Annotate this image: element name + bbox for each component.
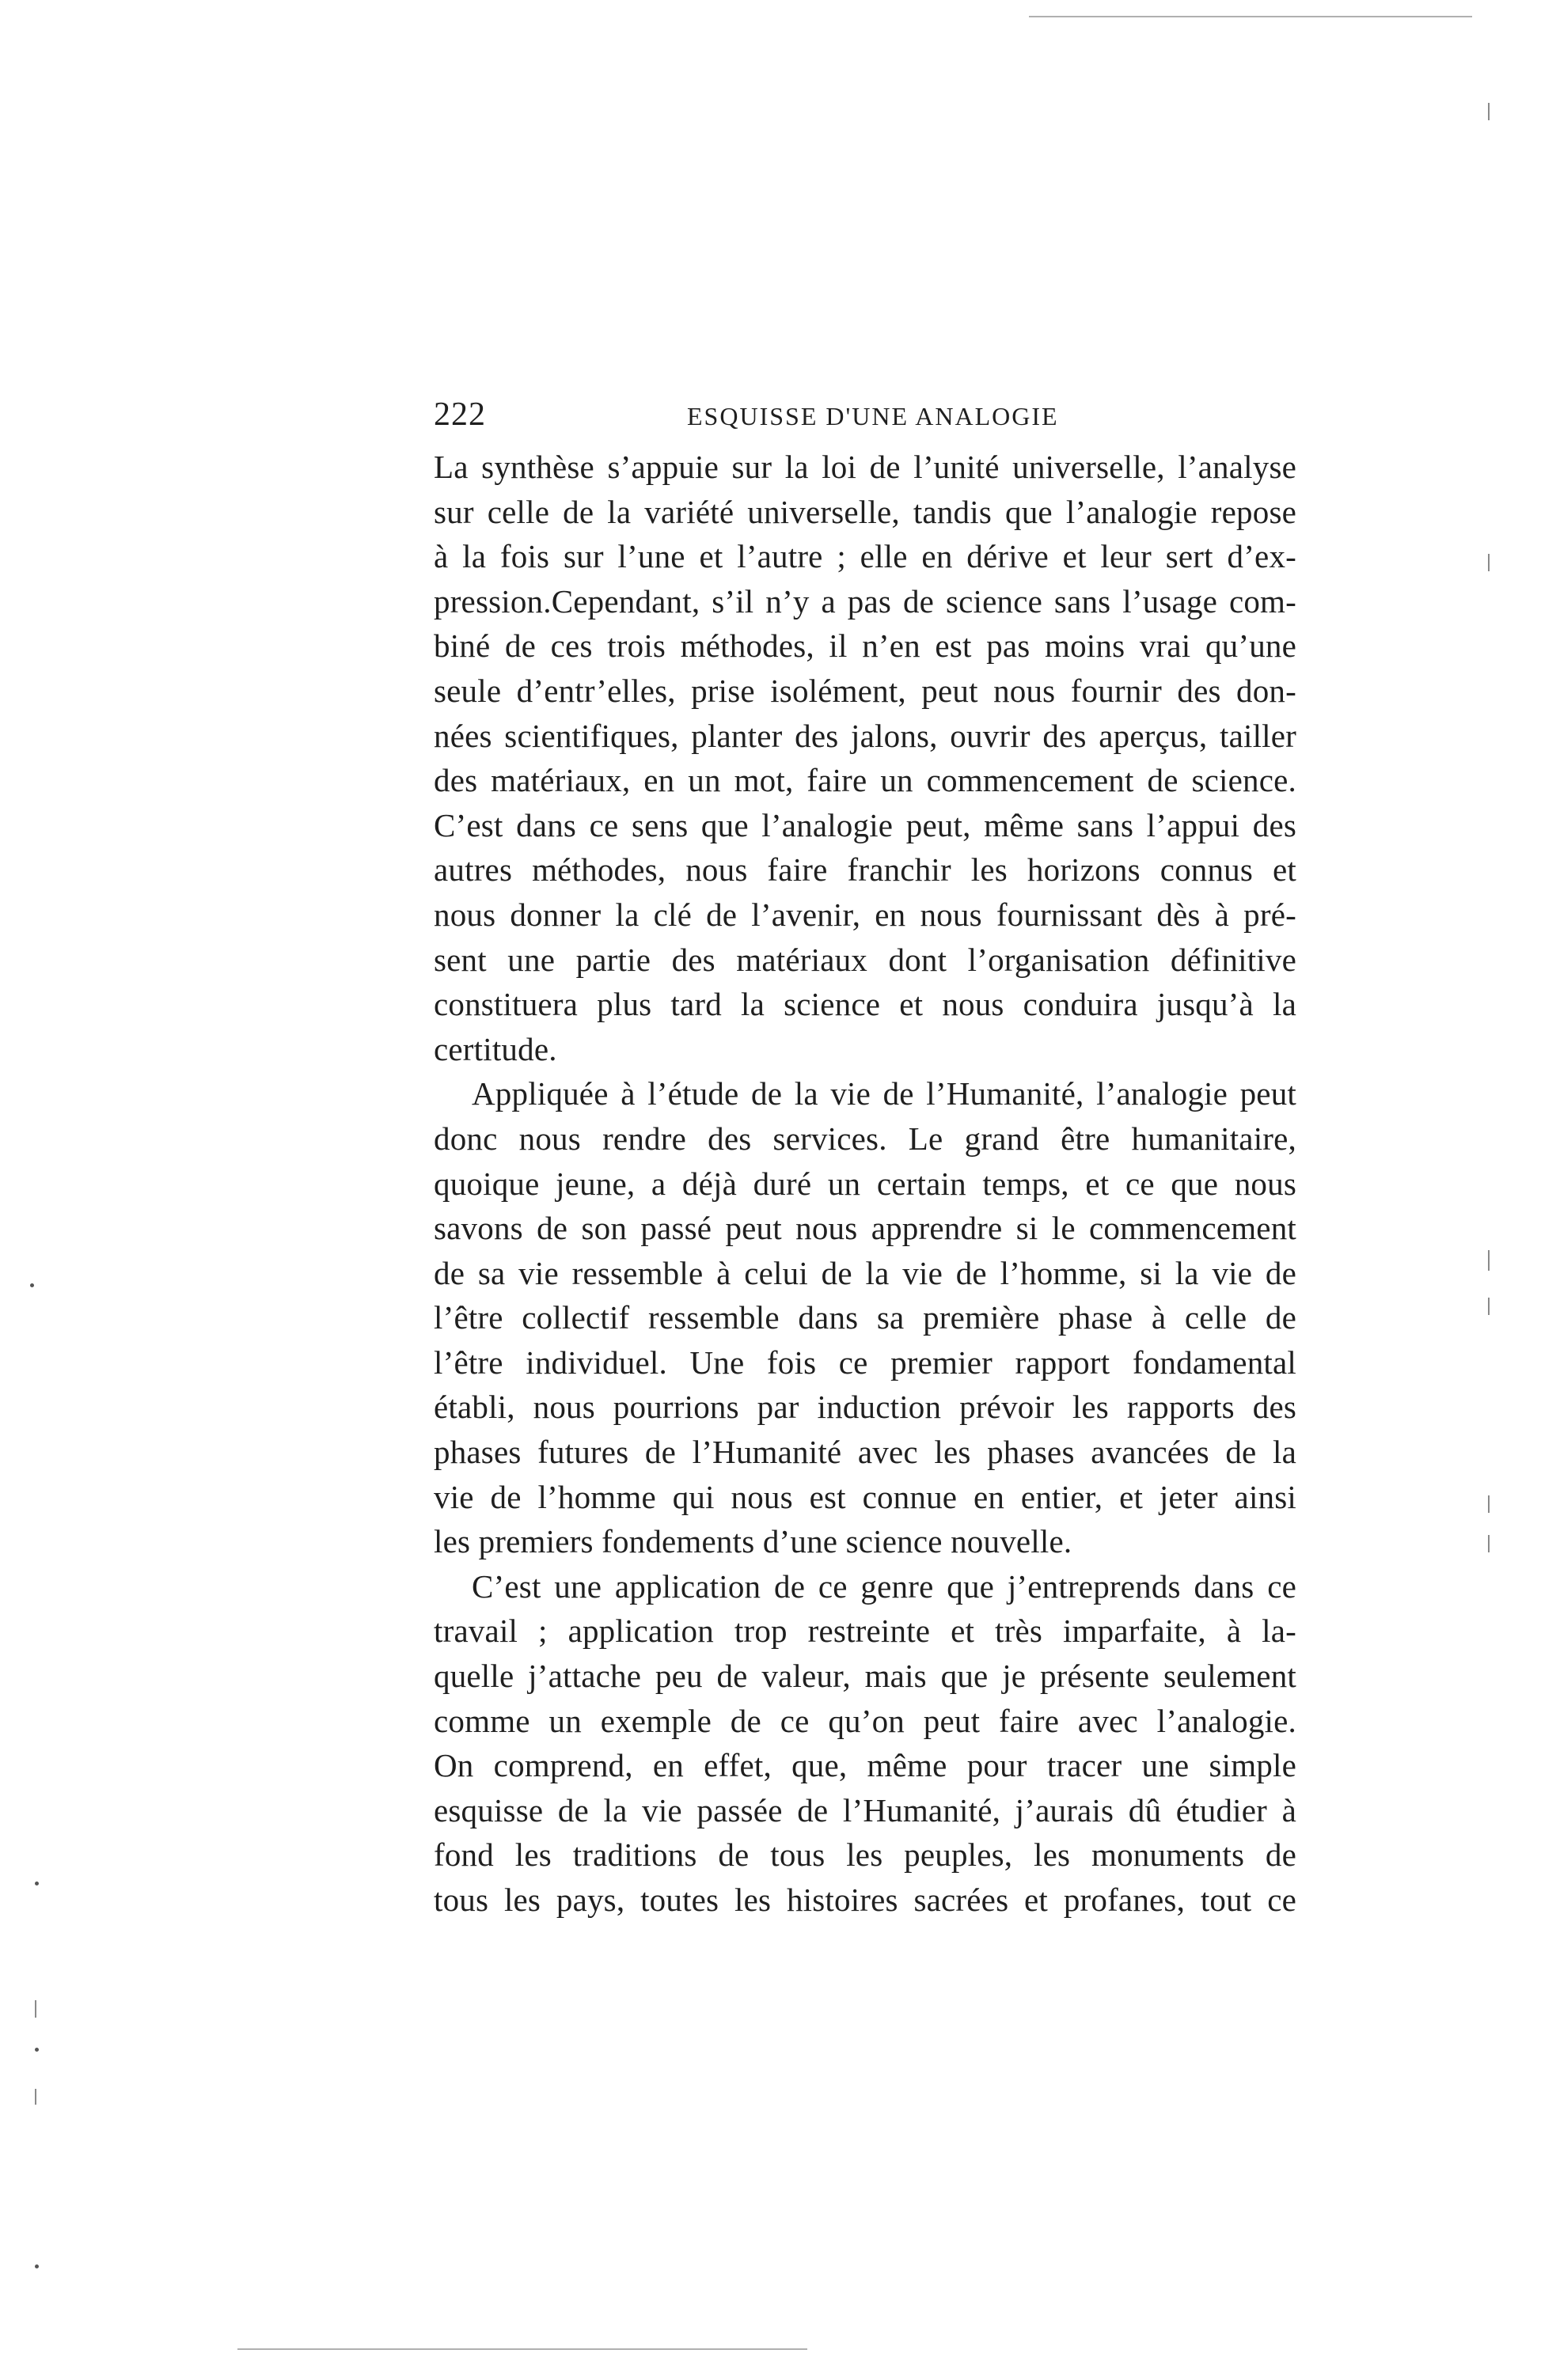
text-line: seule d’entr’elles, prise isolément, peut nous fournir des don- [434,672,1296,709]
text-line: C’est une application de ce genre que j’entreprends dans ce [472,1567,1296,1605]
scan-artifact [1488,554,1490,571]
text-line: l’être individuel. Une fois ce premier rapport fondamental [434,1343,1296,1381]
text-line: des matériaux, en un mot, faire un commencement de science. [434,762,1296,799]
text-line: à la fois sur l’une et l’autre ; elle en dérive et leur sert d’ex- [434,538,1296,575]
page-header [434,392,1296,437]
text-line: C’est dans ce sens que l’analogie peut, même sans l’appui des [434,806,1296,843]
text-line: tous les pays, toutes les histoires sacrées et profanes, tout ce [434,1882,1296,1918]
text-line: La synthèse s’appuie sur la loi de l’unité universelle, l’analyse [434,449,1296,485]
text-line: pression.Cependant, s’il n’y a pas de science sans l’usage com- [434,582,1296,620]
text-line: travail ; application trop restreinte et très imparfaite, à la- [434,1613,1296,1650]
text-line: Appliquée à l’étude de la vie de l’Humanité, l’analogie peut [472,1075,1296,1112]
text-line: autres méthodes, nous faire franchir les horizons connus et [434,851,1296,889]
scan-artifact-top [1029,16,1472,17]
scan-artifact [35,2000,36,2018]
scan-artifact-bottom [237,2348,807,2350]
scan-artifact [30,1283,34,1287]
scan-artifact [1488,1495,1490,1513]
scan-artifact [35,2264,39,2268]
scan-artifact [35,2048,39,2052]
scan-artifact [1488,1535,1490,1552]
text-line: vie de l’homme qui nous est connue en entier, et jeter ainsi [434,1478,1296,1515]
running-title: ESQUISSE D'UNE ANALOGIE [687,402,1059,430]
page-number: 222 [434,396,486,433]
scan-artifact [35,1882,39,1885]
text-line: sur celle de la variété universelle, tandis que l’analogie repose [434,493,1296,530]
text-line: quoique jeune, a déjà duré un certain temps, et ce que nous [434,1165,1296,1202]
text-line: nées scientifiques, planter des jalons, ouvrir des aperçus, tailler [434,717,1296,754]
text-line: sent une partie des matériaux dont l’organisation définitive [434,941,1296,978]
text-line: les premiers fondements d’une science nouvelle. [434,1523,1072,1560]
text-line: biné de ces trois méthodes, il n’en est pas moins vrai qu’une [434,627,1296,665]
scan-artifact [1488,1298,1490,1315]
body-text [434,445,1296,1923]
scan-artifact [35,2089,36,2105]
text-line: quelle j’attache peu de valeur, mais que je présente seulement [434,1658,1296,1695]
text-line: établi, nous pourrions par induction prévoir les rapports des [434,1389,1296,1426]
text-line: nous donner la clé de l’avenir, en nous fournissant dès à pré- [434,896,1296,933]
text-line: l’être collectif ressemble dans sa première phase à celle de [434,1299,1296,1336]
text-line: esquisse de la vie passée de l’Humanité, j’aurais dû étudier à [434,1791,1296,1829]
text-line: certitude. [434,1030,557,1067]
scan-artifact [1488,1250,1490,1271]
text-line: de sa vie ressemble à celui de la vie de l’homme, si la vie de [434,1254,1296,1291]
text-line: On comprend, en effet, que, même pour tracer une simple [434,1747,1296,1784]
text-line: constituera plus tard la science et nous conduira jusqu’à la [434,986,1296,1023]
scan-artifact [1488,103,1490,120]
text-line: fond les traditions de tous les peuples, les monuments de [434,1836,1296,1874]
text-line: donc nous rendre des services. Le grand être humanitaire, [434,1120,1296,1157]
text-line: savons de son passé peut nous apprendre si le commencement [434,1210,1296,1247]
text-line: phases futures de l’Humanité avec les phases avancées de la [434,1434,1296,1471]
text-line: comme un exemple de ce qu’on peut faire avec l’analogie. [434,1702,1296,1739]
